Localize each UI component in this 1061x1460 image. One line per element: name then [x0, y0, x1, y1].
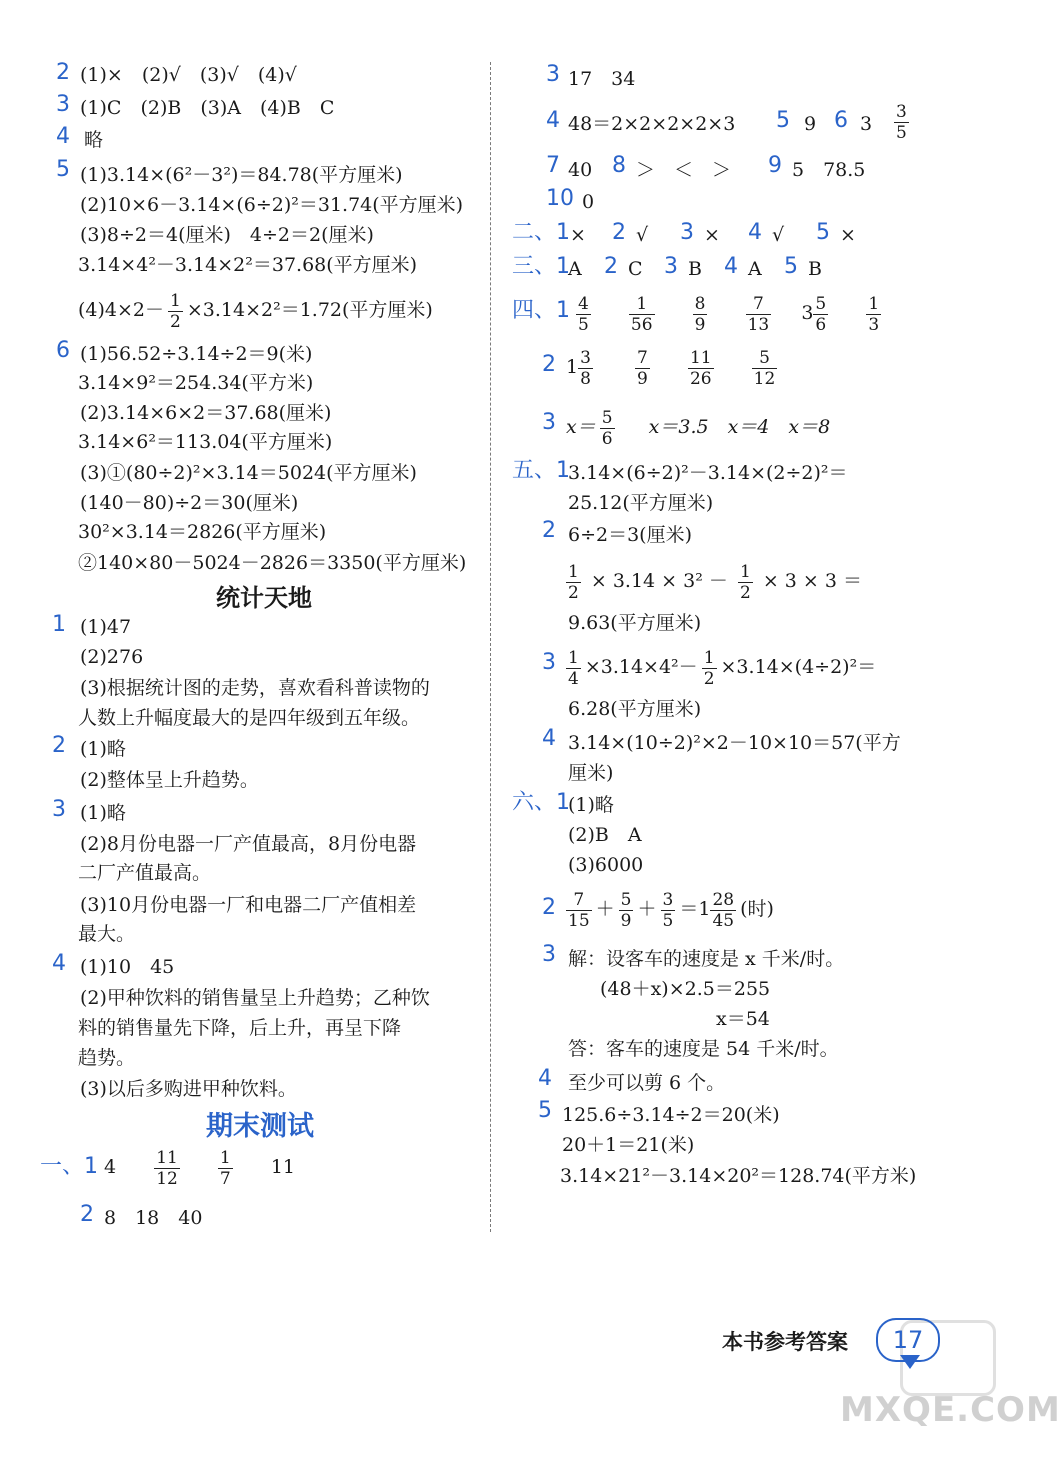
question-number: 二、1 [512, 220, 570, 245]
fraction-numerator: 7 [573, 889, 585, 910]
question-number: 2 [542, 895, 556, 920]
answer-line: ②140×80－5024－2826＝3350(平方厘米) [78, 552, 467, 574]
answer-line: 二厂产值最高。 [78, 862, 212, 884]
fraction [894, 102, 909, 143]
fraction [710, 890, 736, 931]
expr-part: ×3.14×4²－ [584, 656, 698, 678]
question-number: 4 [52, 951, 66, 976]
answer-line [104, 1144, 295, 1190]
answer-line: 解：设客车的速度是 x 千米/时。 [568, 948, 845, 970]
question-number: 四、1 [512, 298, 570, 323]
question-number: 5 [538, 1098, 552, 1123]
question-number: 5 [816, 220, 830, 245]
answer-line: 9.63(平方厘米) [568, 612, 702, 634]
question-number: 2 [52, 733, 66, 758]
fraction-numerator: 1 [170, 290, 181, 311]
answer-line [566, 402, 830, 452]
fraction-denominator: 6 [601, 428, 613, 449]
fraction-numerator: 11 [156, 1147, 178, 1168]
expr-part: ×3.14×(4÷2)²＝ [720, 656, 877, 678]
fraction-denominator: 2 [739, 582, 751, 603]
answer-line: 30²×3.14＝2826(平方厘米) [78, 521, 327, 543]
answer-line: (1)56.52÷3.14÷2＝9(米) [80, 343, 313, 365]
answer-line: (2)276 [80, 646, 144, 668]
fraction-numerator: 1 [636, 293, 648, 314]
answer-line: 17 34 [568, 68, 636, 90]
answer-line: 6÷2＝3(厘米) [568, 524, 693, 546]
answer-line: (140－80)÷2＝30(厘米) [80, 492, 299, 514]
question-number: 4 [542, 726, 556, 751]
question-number: 6 [834, 108, 848, 133]
answer-line [566, 342, 781, 392]
answer-line [562, 642, 876, 692]
fraction-numerator: 5 [601, 407, 613, 428]
answer-line: 125.6÷3.14÷2＝20(米) [562, 1104, 780, 1126]
question-number: 4 [546, 108, 560, 133]
fraction [746, 294, 772, 335]
answer-line: 3.14×(6÷2)²－3.14×(2÷2)²＝ [568, 462, 848, 484]
answer-value: 5 78.5 [792, 159, 866, 181]
answer-value: 9 [804, 113, 817, 135]
answer-line: (3)根据统计图的走势，喜欢看科普读物的 [80, 677, 430, 699]
fraction [566, 562, 581, 603]
answer-line [890, 98, 913, 144]
answer-line: (1)C (2)B (3)A (4)B C [80, 97, 335, 119]
answer-value: × [840, 224, 856, 246]
answer-line: 最大。 [78, 923, 136, 945]
answer-value: 40 [568, 159, 593, 181]
question-number: 3 [664, 254, 678, 279]
fraction [688, 348, 714, 389]
question-number: 2 [80, 1202, 94, 1227]
question-number: 7 [546, 153, 560, 178]
fraction-denominator: 4 [568, 668, 579, 689]
whole-part: 1 [698, 898, 711, 920]
fraction-denominator: 2 [568, 582, 579, 603]
fraction-denominator: 12 [156, 1168, 178, 1189]
fraction-numerator: 3 [662, 889, 674, 910]
answer-line: 48＝2×2×2×2×3 [568, 113, 736, 135]
whole-part: 3 [801, 302, 814, 324]
answer-line: (1)略 [80, 802, 126, 824]
answer-value: 4 [104, 1156, 117, 1178]
question-number: 3 [542, 410, 556, 435]
fraction [154, 1148, 180, 1189]
speech-bubble-tail-icon [900, 1355, 920, 1369]
fraction-denominator: 5 [662, 910, 674, 931]
answer-line: 3.14×4²－3.14×2²＝37.68(平方厘米) [78, 254, 418, 276]
answer-line: 6.28(平方厘米) [568, 698, 702, 720]
fraction-denominator: 9 [637, 368, 648, 389]
answer-value: × [704, 224, 720, 246]
fraction-numerator: 1 [568, 561, 579, 582]
answer-line: $\frac{7}{15}$ ＋ $\frac{5}{9}$ ＋ $\frac{3}{5}$ ＝1 $\frac{28}{45}$ (时) [568, 889, 774, 931]
fraction [619, 890, 634, 931]
fraction-numerator: 5 [815, 293, 827, 314]
answer-value: 11 [270, 1156, 296, 1178]
fraction [661, 890, 676, 931]
fraction-numerator: 3 [580, 347, 591, 368]
fraction-denominator: 45 [712, 910, 735, 931]
fraction [866, 294, 881, 335]
fraction-denominator: 5 [578, 314, 589, 335]
fraction-numerator: 4 [578, 293, 589, 314]
question-number: 一、1 [40, 1154, 98, 1179]
answer-line: (1)3.14×(6²－3²)＝84.78(平方厘米) [80, 164, 403, 186]
fraction-denominator: 6 [815, 314, 827, 335]
question-number: 2 [612, 220, 626, 245]
fraction-denominator: 2 [170, 311, 181, 332]
answer-line: 25.12(平方厘米) [568, 492, 714, 514]
expr-part: ×3.14×2²＝1.72(平方厘米) [186, 299, 433, 321]
fraction-denominator: 26 [689, 368, 712, 389]
answer-line: (3)①(80÷2)²×3.14＝5024(平方厘米) [80, 462, 417, 484]
expr-part: × 3.14 × 3² － [590, 570, 728, 592]
fraction [576, 294, 591, 335]
section-title: 统计天地 [216, 584, 312, 612]
question-number: 5 [56, 157, 70, 182]
question-number: 4 [748, 220, 762, 245]
question-number: 2 [542, 518, 556, 543]
question-number: 3 [542, 650, 556, 675]
question-number: 3 [52, 797, 66, 822]
answer-line: 20＋1＝21(米) [562, 1134, 695, 1156]
answer-line: (1)10 45 [80, 956, 175, 978]
fraction [693, 294, 708, 335]
question-number: 9 [768, 153, 782, 178]
answer-line: (48＋x)×2.5＝255 [600, 978, 771, 1000]
answer-line: (2)3.14×6×2＝37.68(厘米) [80, 402, 332, 424]
answer-value: B [688, 258, 702, 280]
fraction [566, 648, 581, 689]
fraction [600, 408, 615, 449]
fraction-numerator: 5 [620, 889, 632, 910]
fraction-numerator: 1 [868, 293, 880, 314]
fraction-denominator: 7 [219, 1168, 231, 1189]
unit-label: (时) [740, 898, 774, 920]
question-number: 六、1 [512, 790, 570, 815]
answer-line: 料的销售量先下降，后上升，再呈下降 [78, 1017, 402, 1039]
answer-line: 3.14×6²＝113.04(平方厘米) [78, 431, 333, 453]
fraction-denominator: 56 [630, 314, 653, 335]
answer-value: 0 [582, 191, 595, 213]
fraction [702, 648, 717, 689]
fraction-numerator: 1 [219, 1147, 231, 1168]
fraction-denominator: 13 [747, 314, 770, 335]
answer-line: 厘米) [568, 762, 614, 784]
answer-line: 至少可以剪 6 个。 [568, 1072, 726, 1094]
answer-line: 3.14×21²－3.14×20²＝128.74(平方米) [560, 1165, 917, 1187]
answer-value: 3 [860, 113, 873, 135]
question-number: 4 [724, 254, 738, 279]
question-number: 五、1 [512, 458, 570, 483]
fraction-numerator: 11 [689, 347, 712, 368]
answer-line: (3)10月份电器一厂和电器二厂产值相差 [80, 894, 417, 916]
question-number: 4 [538, 1066, 552, 1091]
answer-value: × [570, 224, 586, 246]
fraction [635, 348, 650, 389]
answer-line: x＝54 [716, 1008, 770, 1030]
question-number: 5 [776, 108, 790, 133]
fraction [738, 562, 753, 603]
question-number: 3 [56, 92, 70, 117]
fraction-numerator: 1 [739, 561, 751, 582]
page-number: 17 [876, 1318, 940, 1362]
answer-line [572, 288, 885, 338]
fraction-numerator: 8 [694, 293, 706, 314]
fraction-numerator: 1 [703, 647, 715, 668]
question-number: 5 [784, 254, 798, 279]
answer-line: (2)10×6－3.14×(6÷2)²＝31.74(平方厘米) [80, 194, 464, 216]
answer-value: C [628, 258, 643, 280]
answer-line: (2)8月份电器一厂产值最高，8月份电器 [80, 833, 417, 855]
answer-line [562, 556, 862, 606]
footer-label: 本书参考答案 [722, 1330, 848, 1354]
expr-part: × 3 × 3 ＝ [762, 570, 862, 592]
column-divider [490, 62, 491, 1232]
answer-value: A [748, 258, 762, 280]
question-number: 3 [546, 62, 560, 87]
question-number: 8 [612, 153, 626, 178]
whole-part: 1 [566, 356, 579, 378]
answer-line: (2)甲种饮料的销售量呈上升趋势；乙种饮 [80, 987, 430, 1009]
fraction-numerator: 5 [759, 347, 770, 368]
answer-line: (3)6000 [568, 854, 644, 876]
watermark-text: MXQE.COM [840, 1390, 1061, 1430]
answer-line: (1)47 [80, 616, 132, 638]
answer-line: 8 18 40 [104, 1207, 203, 1229]
answer-line: (1)略 [568, 794, 614, 816]
answer-value: A [568, 258, 582, 280]
question-number: 3 [542, 942, 556, 967]
fraction-numerator: 1 [568, 647, 579, 668]
expr-part: x＝ [566, 416, 596, 438]
fraction-numerator: 7 [637, 347, 648, 368]
answer-value: ＞ ＜ ＞ [636, 159, 732, 181]
question-number: 三、1 [512, 254, 570, 279]
fraction [218, 1148, 233, 1189]
question-number: 6 [56, 338, 70, 363]
answer-line: (3)以后多购进甲种饮料。 [80, 1078, 297, 1100]
answer-line: (1)略 [80, 738, 126, 760]
fraction [566, 890, 592, 931]
answer-line: 3.14×(10÷2)²×2－10×10＝57(平方 [568, 732, 901, 754]
fraction [629, 294, 655, 335]
answer-line: (2)整体呈上升趋势。 [80, 769, 259, 791]
fraction [813, 294, 828, 335]
answer-value: B [808, 258, 822, 280]
answer-value: √ [772, 224, 785, 246]
question-number: 2 [542, 352, 556, 377]
answer-line [78, 287, 433, 333]
fraction-numerator: 7 [752, 293, 764, 314]
fraction [578, 348, 593, 389]
section-title: 期末测试 [206, 1111, 314, 1142]
fraction-denominator: 12 [753, 368, 776, 389]
question-number: 2 [56, 60, 70, 85]
answer-line: (3)8÷2＝4(厘米) 4÷2＝2(厘米) [80, 224, 374, 246]
answer-line: 略 [84, 129, 104, 151]
fraction-numerator: 3 [896, 101, 907, 122]
expr-part: (4)4×2－ [78, 299, 165, 321]
question-number: 4 [56, 124, 70, 149]
expr-part: x＝3.5 x＝4 x＝8 [648, 416, 831, 438]
fraction-denominator: 5 [896, 122, 907, 143]
answer-line: 3.14×9²＝254.34(平方米) [78, 372, 314, 394]
fraction-numerator: 28 [712, 889, 735, 910]
fraction-denominator: 9 [694, 314, 706, 335]
answer-value: √ [636, 224, 649, 246]
question-number: 3 [680, 220, 694, 245]
question-number: 2 [604, 254, 618, 279]
fraction-denominator: 15 [568, 910, 590, 931]
question-number: 1 [52, 612, 66, 637]
answer-line: 答：客车的速度是 54 千米/时。 [568, 1038, 839, 1060]
answer-line: 趋势。 [78, 1047, 136, 1069]
fraction-denominator: 3 [868, 314, 880, 335]
fraction [168, 291, 183, 332]
answer-line: (1)× (2)√ (3)√ (4)√ [80, 64, 297, 86]
fraction-denominator: 2 [703, 668, 715, 689]
fraction-denominator: 8 [580, 368, 591, 389]
answer-line: (2)B A [568, 824, 642, 846]
fraction-denominator: 9 [620, 910, 632, 931]
fraction [752, 348, 778, 389]
answer-line: 人数上升幅度最大的是四年级到五年级。 [78, 707, 421, 729]
question-number: 10 [546, 186, 574, 211]
